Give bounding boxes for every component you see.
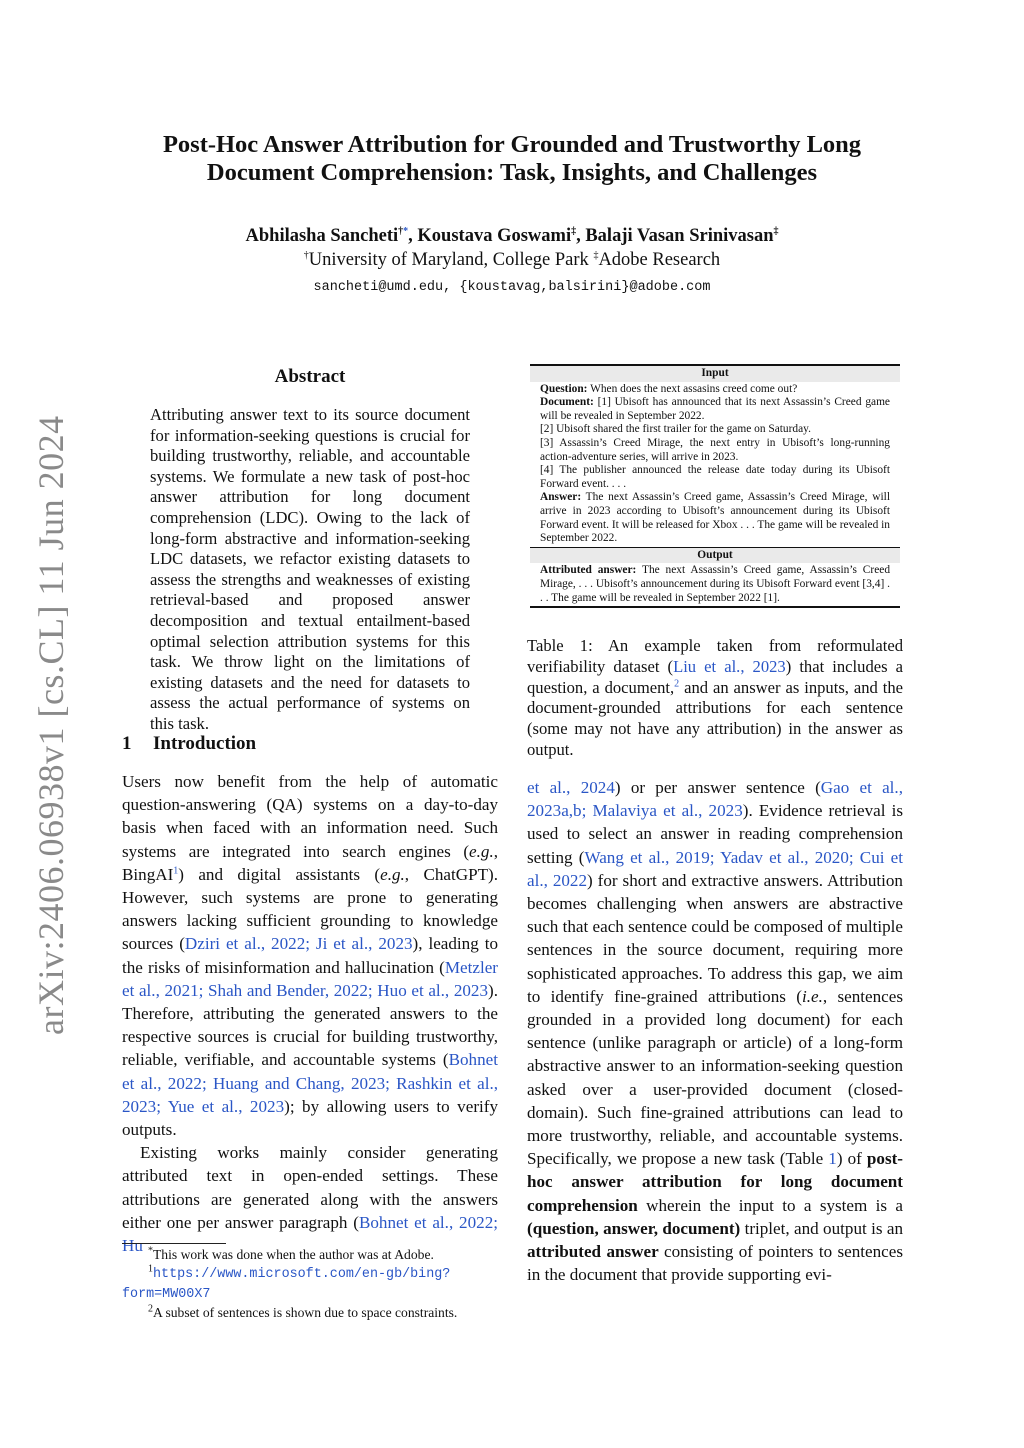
bold-text: (question, answer, document)	[527, 1218, 741, 1238]
paper-title-line1: Post-Hoc Answer Attribution for Grounded and Trustworthy Long	[162, 131, 862, 158]
text-run: ); by allowing users to verify outputs.	[122, 1096, 499, 1140]
author-emails: sancheti@umd.edu, {koustavag,balsirini}@adobe.com	[313, 280, 711, 295]
footnote-1	[122, 1264, 504, 1304]
author-list	[100, 226, 924, 247]
abstract-text: Attributing answer text to its source document for information-seeking questions is crucial for building trustworthy, reliable, and accountable systems. We formulate a new task of post-hoc answer attribution for long document comprehension (LDC). Owing to the lack of long-form abstractive and information-seeking LDC datasets, we refactor existing datasets to assess the strengths and weaknesses of existing retrieval-based and proposed answer decomposition and textual entailment-based optimal selection attribution systems for this task. We throw light on the limitations of existing datasets and the need for datasets to assess the actual performance of systems on this task.	[150, 405, 470, 733]
text-run: ) that includes a question, a document,	[527, 656, 903, 697]
footnotes	[122, 1246, 504, 1322]
affil-mark-1: †	[303, 249, 309, 261]
text-run: ), leading to the risks of misinformation and hallucination (	[122, 934, 498, 977]
footnote-mark: *	[148, 1245, 153, 1257]
bold-text: post-hoc answer attribution for long document comprehension	[527, 1149, 903, 1215]
author-1-star[interactable]: *	[403, 225, 409, 237]
paragraph	[527, 776, 903, 1286]
citation-link[interactable]: Bohnet et al., 2022; Hu	[122, 1212, 498, 1256]
text-run: wherein the input to a system is a	[637, 1195, 903, 1215]
citation-link[interactable]: Liu et al., 2023	[673, 656, 786, 676]
table-row	[540, 396, 890, 423]
text-run: , sentences grounded in a provided long document) for each sentence (unlike paragraph or article) of a long-form abstractive answer to an information-seeking question asked over a user-provided document (closed-domain). Such fine-grained attributions can lead to more trustworthy, reliable, and accountable systems. Specifically, we propose a new task (Table	[527, 986, 904, 1169]
text-run: ). Therefore, attributing the generated answers to the respective sources is crucial for building trustworthy, reliable, verifiable, and accountable systems (	[122, 980, 498, 1070]
citation-link[interactable]: et al., 2024	[527, 778, 615, 797]
citation-link[interactable]: Gao et al., 2023a,b; Malaviya et al., 2023	[527, 778, 903, 821]
text-run: e.g.	[469, 841, 494, 861]
table-rule-bottom	[530, 606, 900, 608]
arxiv-watermark: arXiv:2406.06938v1 [cs.CL] 11 Jun 2024	[31, 415, 71, 1035]
text-run: ) for short and extractive answers. Attribution becomes challenging when answers are abstractive such that each sentence could be composed of multiple sentences in the source document, requiring more sophisticated approaches. To address this gap, we aim to identify fine-grained attributions (	[527, 870, 903, 1006]
text-run: ) of	[836, 1149, 867, 1169]
text-run: , ChatGPT). However, such systems are prone to generating answers lacking sufficient grounding to knowledge sources (	[122, 864, 498, 954]
section-heading	[122, 733, 256, 755]
right-column-body	[527, 776, 903, 1286]
text-run: consisting of pointers to sentences in the document that provide supporting evi-	[527, 1242, 903, 1285]
author-3-mark: ‡	[773, 225, 779, 237]
table-caption	[527, 636, 903, 761]
footnote-text: A subset of sentences is shown due to space constraints.	[153, 1305, 458, 1320]
footnote-mark: 1	[148, 1263, 153, 1275]
table-output-body	[530, 563, 900, 606]
paragraph	[122, 1141, 498, 1257]
text-run: e.g.	[380, 864, 405, 884]
table-output-header: Output	[530, 548, 900, 564]
text-run: Table 1: An example taken from reformulated verifiability dataset (	[527, 636, 903, 676]
field-value: The next Assassin’s Creed game, Assassin’s Creed Mirage, . . . Ubisoft’s announcement during its Ubisoft Forward event [3,4] . . . The game will be revealed in September 2022 [1].	[540, 564, 891, 604]
author-3: , Balaji Vasan Srinivasan	[576, 226, 774, 246]
text-run: and an answer as inputs, and the document-grounded attributions for each sentence (some may not have any attribution) in the answer as output.	[527, 677, 903, 759]
text-run: Users now benefit from the help of automatic question-answering (QA) systems on a day-to-day basis when faced with an information need. Such systems are integrated into search engines (	[122, 772, 498, 861]
footnote-ref[interactable]: 2	[674, 678, 680, 690]
field-value: [1] Ubisoft has announced that its next Assassin’s Creed game will be revealed in September 2022.	[540, 396, 890, 422]
footnote-url-link[interactable]: https://www.microsoft.com/en-gb/bing?form=MW00X7	[122, 1267, 451, 1302]
example-table	[530, 364, 900, 608]
paper-title	[100, 131, 924, 187]
bold-text: attributed answer	[527, 1242, 659, 1262]
text-run: Existing works mainly consider generating attributed text in open-ended settings. These attributions are generated along with the answers either one per answer paragraph (	[122, 1143, 498, 1232]
text-run: ) and digital assistants (	[178, 864, 381, 884]
footnote-text: This work was done when the author was at Adobe.	[153, 1247, 434, 1262]
text-run: , BingAI	[122, 841, 498, 884]
field-value: When does the next assasins creed come out?	[587, 382, 798, 395]
affil-1: University of Maryland, College Park	[308, 250, 594, 270]
section-number: 1	[122, 733, 132, 754]
citation-link[interactable]: Wang et al., 2019; Yadav et al., 2020; Cui et al., 2022	[527, 847, 904, 890]
paragraph	[122, 770, 498, 1141]
table-row	[540, 383, 890, 397]
paper-title-line2: Document Comprehension: Task, Insights, and Challenges	[206, 159, 818, 186]
text-run: ). Evidence retrieval is used to select an answer in reading comprehension setting (	[527, 801, 903, 867]
author-1-mark: †	[398, 225, 404, 237]
text-run: ) or per answer sentence (	[614, 778, 821, 797]
author-2-mark: ‡	[571, 225, 577, 237]
field-label: Attributed answer:	[540, 564, 637, 577]
footnote-ref[interactable]: 1	[173, 865, 179, 877]
left-column-body	[122, 770, 498, 1257]
table-input-header: Input	[530, 366, 900, 382]
field-label: Question:	[540, 382, 588, 395]
affil-2: Adobe Research	[598, 250, 721, 270]
field-label: Document:	[540, 396, 594, 409]
citation-link[interactable]: Bohnet et al., 2022; Huang and Chang, 2023; Rashkin et al., 2023; Yue et al., 2023	[122, 1050, 498, 1116]
footnote-star	[122, 1246, 504, 1264]
citation-link[interactable]: Metzler et al., 2021; Shah and Bender, 2022; Huo et al., 2023	[122, 957, 498, 1000]
text-run: triplet, and output is an	[740, 1218, 903, 1238]
field-value: The next Assassin’s Creed game, Assassin’s Creed Mirage, will arrive in 2023 according to Ubisoft’s announcement during its Ubisoft Forward event. It will be released for Xbox . . . The game will be revealed in September 2022.	[540, 491, 890, 545]
field-label: Answer:	[540, 491, 582, 504]
text-run: i.e.	[801, 986, 823, 1006]
table-row: [3] Assassin’s Creed Mirage, the next entry in Ubisoft’s long-running action-adventure series, will arrive in 2023.	[540, 436, 890, 463]
table-row	[540, 564, 890, 605]
table-row: [4] The publisher announced the release date today during its Ubisoft Forward event. . . .	[540, 464, 890, 490]
table-ref-link[interactable]: 1	[828, 1149, 837, 1169]
section-title: Introduction	[153, 733, 257, 754]
author-2: , Koustava Goswami	[408, 226, 572, 246]
table-row: [2] Ubisoft shared the first trailer for the game on Saturday.	[540, 423, 811, 436]
abstract-heading: Abstract	[274, 366, 346, 387]
table-row	[540, 491, 890, 545]
footnote-2	[122, 1304, 504, 1322]
footnote-rule	[122, 1243, 226, 1244]
author-1: Abhilasha Sancheti	[245, 226, 399, 246]
table-input-body	[530, 382, 900, 547]
footnote-mark: 2	[148, 1303, 153, 1315]
affiliations	[100, 250, 924, 271]
citation-link[interactable]: Dziri et al., 2022; Ji et al., 2023	[184, 934, 413, 954]
affil-mark-2: ‡	[593, 249, 599, 261]
